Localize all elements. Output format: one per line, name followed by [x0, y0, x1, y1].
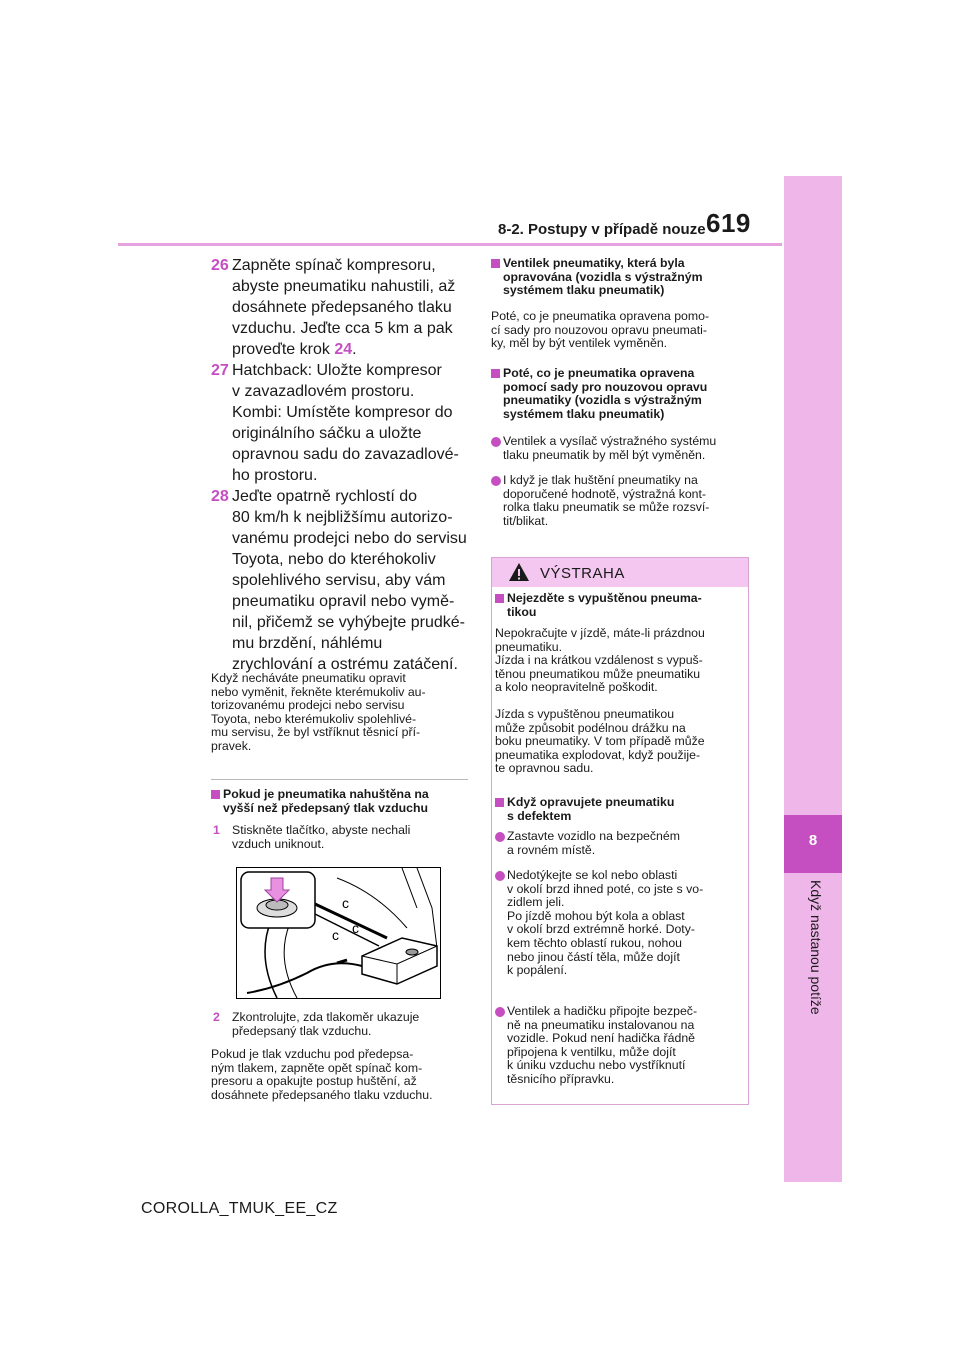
warning-bullet-hot-brakes [495, 869, 747, 978]
line: Kombi: Umístěte kompresor do [232, 404, 453, 421]
line: presoru a opakujte postup huštění, až [211, 1074, 417, 1089]
line: Poté, co je pneumatika opravena pomo- [491, 309, 710, 323]
valve-text [491, 310, 753, 351]
line: ným tlakem, zapněte opět spínač kom- [211, 1060, 423, 1075]
line: Zkontrolujte, zda tlakoměr ukazuje [232, 1010, 420, 1024]
line: v okolí brzd extrémně horké. Doty- [507, 922, 695, 937]
after-repair-heading [491, 367, 753, 421]
step-number: 26 [211, 257, 229, 274]
line: těsnicího přípravku. [507, 1071, 615, 1086]
section-title: 8-2. Postupy v případě nouze [498, 221, 706, 238]
line: spolehlivého servisu, aby vám [232, 572, 446, 589]
square-bullet-icon [491, 259, 500, 268]
line: nebo jinou částí těla, může dojít [507, 949, 680, 964]
svg-text:c: c [332, 927, 339, 943]
warning-paragraph-1 [495, 627, 747, 695]
line: v okolí brzd ihned poté, co jste s vo- [507, 881, 704, 896]
svg-text:c: c [342, 895, 349, 911]
warning-paragraph-2 [495, 708, 747, 776]
line: originálního sáčku a uložte [232, 425, 422, 442]
line: Stiskněte tlačítko, abyste nechali [232, 823, 411, 837]
line: Zapněte spínač kompresoru, [232, 257, 436, 274]
square-bullet-icon [491, 369, 500, 378]
valve-heading [491, 257, 753, 298]
line: dosáhnete předepsaného tlaku vzduchu. [211, 1087, 433, 1102]
line: kem těchto oblastí rukou, nohou [507, 935, 682, 950]
line: předepsaný tlak vzduchu. [232, 1023, 372, 1038]
step-28 [211, 486, 476, 675]
line: Když necháváte pneumatiku opravit [211, 671, 406, 685]
text: proveďte krok [232, 341, 335, 358]
text: . [352, 341, 357, 358]
line: ně na pneumatiku instalovanou na [507, 1017, 695, 1032]
line: Nepokračujte v jízdě, máte-li prázdnou [495, 626, 705, 640]
line: Jízda s vypuštěnou pneumatikou [495, 707, 675, 721]
line: k popálení. [507, 963, 568, 978]
line: mu brzdění, náhlému [232, 635, 383, 652]
divider [211, 779, 468, 780]
line: pneumatiky (vozidla s výstražným [503, 393, 702, 408]
overinflated-heading [211, 788, 473, 815]
line: cí sady pro nouzovou opravu pneumati- [491, 322, 708, 337]
line: te opravnou sadu. [495, 761, 594, 776]
step-number: 27 [211, 362, 229, 379]
line: opravována (vozidla s výstražným [503, 269, 703, 284]
line: ho prostoru. [232, 467, 318, 484]
circle-bullet-icon [491, 437, 501, 447]
line: Pokud je tlak vzduchu pod předepsa- [211, 1047, 414, 1061]
step-number: 2 [213, 1010, 220, 1024]
page-number: 619 [706, 208, 751, 238]
line: systémem tlaku pneumatik) [503, 406, 665, 421]
chapter-number: 8 [808, 832, 818, 849]
reinflate-text [211, 1048, 477, 1102]
step-number: 1 [213, 823, 220, 837]
circle-bullet-icon [495, 832, 505, 842]
document-code: COROLLA_TMUK_EE_CZ [141, 1200, 338, 1217]
line: pneumatiku. [495, 639, 562, 654]
line: těnou pneumatikou může pneumatiku [495, 666, 701, 681]
square-bullet-icon [495, 594, 504, 603]
line: Zastavte vozidlo na bezpečném [507, 829, 680, 843]
line: Toyota, nebo kterémukoliv spolehlivé- [211, 711, 417, 726]
warning-triangle-icon [508, 562, 530, 582]
line: vozidle. Pokud není hadička řádně [507, 1031, 695, 1046]
line: pneumatiku opravil nebo vymě- [232, 593, 455, 610]
line: boku pneumatiky. V tom případě může [495, 734, 705, 749]
line: Jízda i na krátkou vzdálenost s vypuš- [495, 653, 703, 668]
svg-text:c: c [352, 920, 359, 936]
step-27 [211, 360, 471, 486]
line: pravek. [211, 738, 252, 753]
line: vzduchu. Jeďte cca 5 km a pak [232, 320, 453, 337]
chapter-title: Když nastanou potíže [808, 880, 824, 1015]
line: tit/blikat. [503, 513, 549, 528]
circle-bullet-icon [495, 871, 505, 881]
line: může způsobit podélnou drážku na [495, 720, 686, 735]
line: Nejezděte s vypuštěnou pneuma- [507, 591, 702, 605]
step-number: 28 [211, 488, 229, 505]
line: a rovném místě. [507, 842, 596, 857]
line: mu servisu, že byl vstříknut těsnicí pří- [211, 725, 421, 740]
line: systémem tlaku pneumatik) [503, 283, 665, 298]
line: Ventilek a vysílač výstražného systému [503, 434, 717, 448]
line [232, 339, 471, 360]
compressor-drawing [237, 868, 440, 998]
line: Ventilek pneumatiky, která byla [503, 256, 685, 270]
circle-bullet-icon [491, 476, 501, 486]
line: vanému prodejci nebo do servisu [232, 530, 467, 547]
bullet-replace-valve [491, 435, 753, 462]
warning-heading-flat-tire [495, 592, 747, 619]
line: Po jízdě mohou být kola a oblast [507, 908, 685, 923]
line: tlaku pneumatik by měl být vyměněn. [503, 447, 706, 462]
warning-bullet-hose [495, 1005, 747, 1087]
line: opravnou sadu do zavazadlové- [232, 446, 459, 463]
line: doporučené hodnotě, výstražná kont- [503, 486, 707, 501]
warning-heading-repair [495, 796, 747, 823]
step-26 [211, 255, 471, 360]
line: Hatchback: Uložte kompresor [232, 362, 442, 379]
line: 80 km/h k nejbližšímu autorizo- [232, 509, 453, 526]
line: I když je tlak huštění pneumatiky na [503, 473, 698, 487]
line: abyste pneumatiku nahustili, až [232, 278, 456, 295]
line: dosáhnete předepsaného tlaku [232, 299, 452, 316]
line: Ventilek a hadičku připojte bezpeč- [507, 1004, 698, 1018]
line: Jeďte opatrně rychlostí do [232, 488, 418, 505]
substep-2 [211, 1011, 473, 1038]
warning-bullet-stop [495, 830, 747, 857]
repair-note [211, 672, 473, 754]
square-bullet-icon [211, 790, 220, 799]
square-bullet-icon [495, 798, 504, 807]
line: nebo vyměnit, řekněte kterémukoliv au- [211, 684, 426, 699]
line: rolka tlaku pneumatik se může rozsví- [503, 500, 710, 515]
line: Toyota, nebo do kteréhokoliv [232, 551, 436, 568]
substep-1 [211, 824, 473, 851]
line: pneumatika explodovat, když použije- [495, 747, 701, 762]
compressor-illustration [236, 867, 441, 999]
line: pomocí sady pro nouzovou opravu [503, 379, 708, 394]
line: Když opravujete pneumatiku [507, 795, 675, 809]
line: připojena k ventilku, může dojít [507, 1044, 676, 1059]
line: Poté, co je pneumatika opravena [503, 366, 695, 380]
line: zrychlování a ostrému zatáčení. [232, 656, 458, 673]
line: zidlem jeli. [507, 895, 565, 910]
header-rule [118, 243, 782, 246]
line: a kolo neopravitelně poškodit. [495, 680, 658, 695]
line: v zavazadlovém prostoru. [232, 383, 415, 400]
bullet-warning-light [491, 474, 753, 528]
line: k úniku vzduchu nebo vystříknutí [507, 1058, 686, 1073]
line: nil, přičemž se vyhýbejte prudké- [232, 614, 465, 631]
warning-title: VÝSTRAHA [540, 565, 625, 582]
line: torizovanému prodejci nebo servisu [211, 698, 405, 713]
line: tikou [507, 604, 537, 619]
line: Nedotýkejte se kol nebo oblasti [507, 868, 678, 882]
line: vzduch uniknout. [232, 836, 325, 851]
line: ky, měl by být ventilek vyměněn. [491, 336, 668, 351]
step-reference: 24 [334, 341, 353, 358]
line: s defektem [507, 808, 572, 823]
line: Pokud je pneumatika nahuštěna na [223, 787, 429, 801]
line: vyšší než předepsaný tlak vzduchu [223, 800, 429, 815]
circle-bullet-icon [495, 1007, 505, 1017]
